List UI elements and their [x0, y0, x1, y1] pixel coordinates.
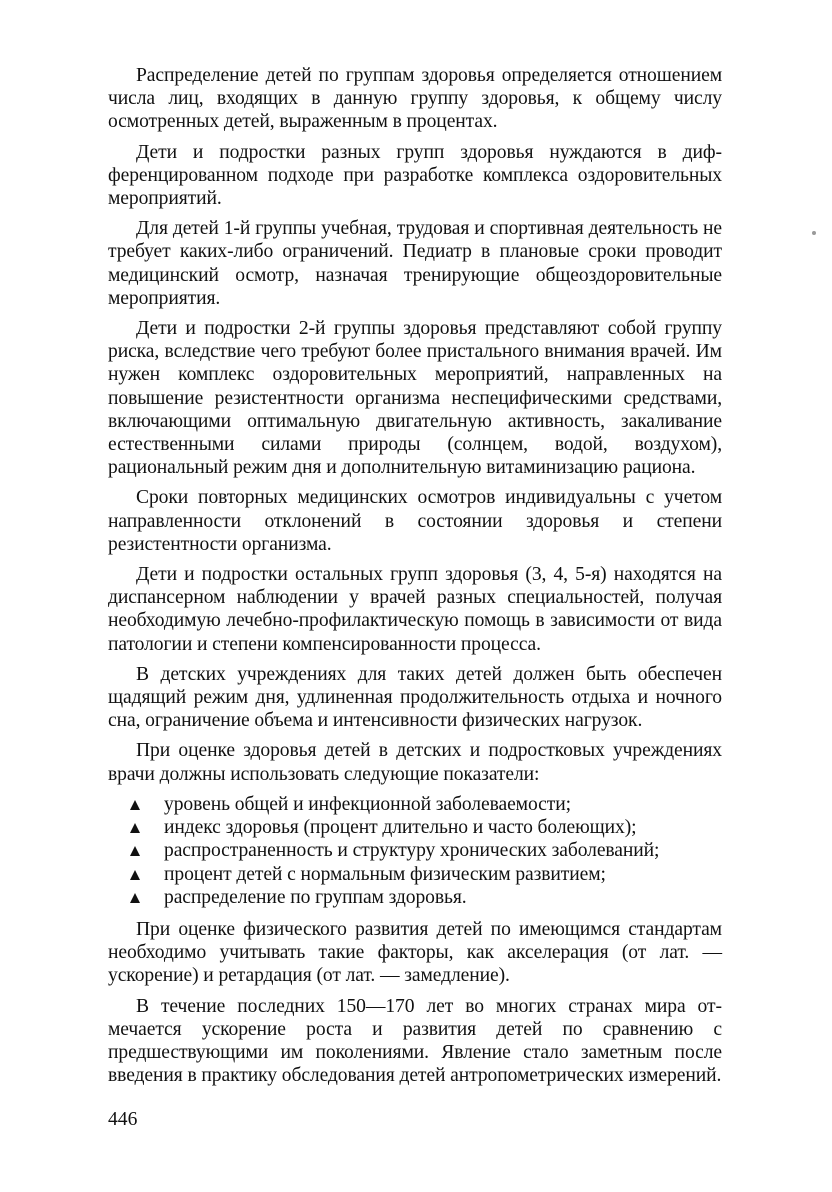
indicator-list	[108, 793, 722, 909]
list-item-text: распределение по группам здоровья.	[164, 886, 467, 908]
list-item-text: процент детей с нормальным физическим развитием;	[164, 863, 606, 885]
paragraph: Дети и подростки остальных групп здоровья (3, 4, 5-я) находятся на диспансерном наблюдении у врачей разных специальностей, получая необходимую лечебно-профилактическую помощь в зависимости от вида патологии и степени компенсированности процесса.	[108, 564, 722, 655]
list-item	[108, 886, 722, 909]
paragraph: При оценке здоровья детей в детских и подростковых учреждениях врачи должны использовать следующие показатели:	[108, 740, 722, 785]
page-number: 446	[108, 1109, 138, 1130]
black-triangle-icon	[130, 800, 140, 810]
list-item	[108, 793, 722, 816]
black-triangle-icon	[130, 846, 140, 856]
black-triangle-icon	[130, 870, 140, 880]
list-item-text: уровень общей и инфекционной заболеваемости;	[164, 793, 571, 815]
paragraph: В детских учреждениях для таких детей должен быть обеспечен щадящий режим дня, удлиненная продолжительность отдыха и ночного сна, ограничение объема и интенсивности физических нагрузок.	[108, 663, 722, 732]
list-item	[108, 863, 722, 886]
paragraph: Дети и подростки 2-й группы здоровья представляют собой группу риска, вследствие чего требуют более пристального внимания врачей. Им нужен комплекс оздоровительных мероприятий, направленных на повышение резистентности организма неспецифическими средствами, включающими оптимальную двигательную активность, закаливание естественными силами природы (солнцем, водой, воздухом), рациональный режим дня и дополнительную витаминизацию рациона.	[108, 318, 722, 479]
list-item	[108, 839, 722, 862]
paragraph: В течение последних 150—170 лет во многих странах мира отмечается ускорение роста и развития детей по сравнению с предшествующими им поколениями. Явление стало заметным после введения в практику обследования детей антропометрических измерений.	[108, 995, 722, 1087]
black-triangle-icon	[130, 893, 140, 903]
page-body	[108, 64, 722, 1094]
paragraph: Для детей 1-й группы учебная, трудовая и спортивная деятельность не требует каких-либо ограничений. Педиатр в плановые сроки проводит медицинский осмотр, назначая тренирующие общеоздоровительные мероприятия.	[108, 218, 722, 309]
black-triangle-icon	[130, 823, 140, 833]
margin-mark	[812, 231, 816, 235]
list-item-text: распространенность и структуру хронических заболеваний;	[164, 840, 660, 862]
list-item-text: индекс здоровья (процент длительно и часто болеющих);	[164, 817, 637, 839]
paragraph: Распределение детей по группам здоровья определяется отношением числа лиц, входящих в данную группу здоровья, к общему числу осмотренных детей, выраженным в процентах.	[108, 65, 722, 133]
paragraph: Дети и подростки разных групп здоровья нуждаются в дифференцированном подходе при разработке комплекса оздоровительных мероприятий.	[108, 141, 722, 210]
paragraph: При оценке физического развития детей по имеющимся стандартам необходимо учитывать такие факторы, как акселерация (от лат. — ускорение) и ретардация (от лат. — замедление).	[108, 918, 722, 987]
paragraph: Сроки повторных медицинских осмотров индивидуальны с учетом направленности отклонений в состоянии здоровья и степени резистентности организма.	[108, 487, 722, 555]
list-item	[108, 816, 722, 839]
